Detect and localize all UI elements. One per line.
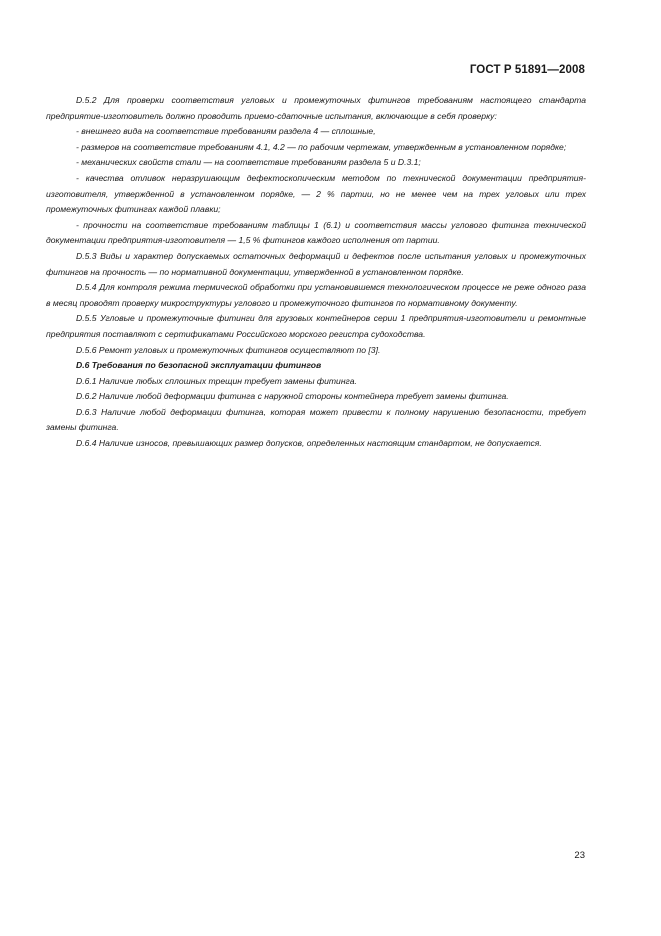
paragraph-d-5-2: D.5.2 Для проверки соответствия угловых и промежуточных фитингов требованиям настоящего стандарта предприятие-изготовитель должно проводить приемо-сдаточные испытания, включающие в себя проверку: xyxy=(46,95,586,121)
document-code-header: ГОСТ Р 51891—2008 xyxy=(469,64,585,76)
list-item-appearance: - внешнего вида на соответствие требованиям раздела 4 — сплошные, xyxy=(76,126,376,137)
paragraph-d-6-1: D.6.1 Наличие любых сплошных трещин требует замены фитинга. xyxy=(76,375,357,386)
page-number: 23 xyxy=(574,850,585,861)
list-item-mechanical-properties: - механических свойств стали — на соответствие требованиям раздела 5 и D.3.1; xyxy=(76,157,421,168)
paragraph-d-6-2: D.6.2 Наличие любой деформации фитинга с наружной стороны контейнера требует замены фитинга. xyxy=(76,391,509,402)
document-body xyxy=(46,93,586,452)
list-item-casting-quality: - качества отливок неразрушающим дефектоскопическим методом по технической документации предприятия-изготовителя, утвержденной в установленном порядке, — 2 % партии, но не менее чем на трех угловых или трех промежуточных фитингах каждой плавки; xyxy=(46,172,586,215)
paragraph-d-5-5: D.5.5 Угловые и промежуточные фитинги для грузовых контейнеров серии 1 предприятия-изготовители и ремонтные предприятия поставляют с сертификатами Российского морского регистра судоходства. xyxy=(46,313,586,339)
paragraph-d-5-4: D.5.4 Для контроля режима термической обработки при установившемся технологическом процессе не реже одного раза в месяц проводят проверку микроструктуры углового и промежуточного фитингов по нормативному документу. xyxy=(46,282,586,308)
list-item-dimensions: - размеров на соответствие требованиям 4.1, 4.2 — по рабочим чертежам, утвержденным в установленном порядке; xyxy=(76,141,567,152)
paragraph-d-5-3: D.5.3 Виды и характер допускаемых остаточных деформаций и дефектов после испытания угловых и промежуточных фитингов на прочность — по нормативной документации, утвержденной в установленном порядке. xyxy=(46,250,586,277)
paragraph-d-6-4: D.6.4 Наличие износов, превышающих размер допусков, определенных настоящим стандартом, не допускается. xyxy=(76,438,542,449)
paragraph-d-6-3: D.6.3 Наличие любой деформации фитинга, которая может привести к полному нарушению безопасности, требует замены фитинга. xyxy=(46,406,586,433)
section-heading-d-6: D.6 Требования по безопасной эксплуатации фитингов xyxy=(76,360,322,371)
list-item-strength: - прочности на соответствие требованиям таблицы 1 (6.1) и соответствия массы углового фитинга технической документации предприятия-изготовителя — 1,5 % фитингов каждого исполнения от партии. xyxy=(46,219,586,246)
paragraph-d-5-6: D.5.6 Ремонт угловых и промежуточных фитингов осуществляют по [3]. xyxy=(76,344,381,355)
